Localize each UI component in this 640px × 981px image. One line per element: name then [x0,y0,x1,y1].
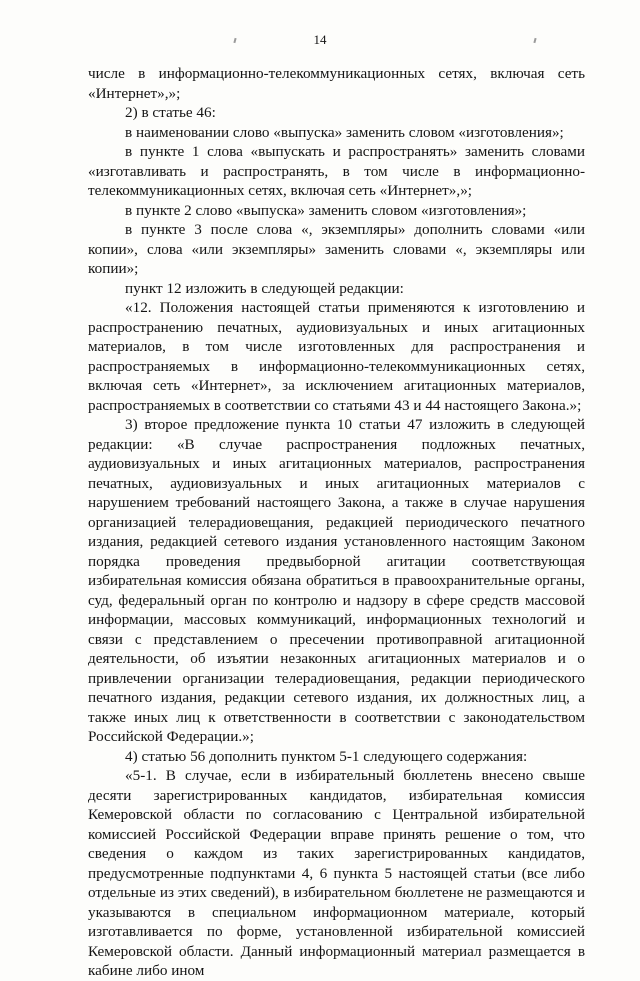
document-body [88,64,585,981]
paragraph: 4) статью 56 дополнить пунктом 5-1 следующего содержания: [125,747,528,765]
paragraph: 2) в статье 46: [125,104,216,121]
page-number: 14 [313,32,327,47]
paragraph: «5-1. В случае, если в избирательный бюллетень внесено свыше десяти зарегистрированных кандидатов, избирательная комиссия Кемеровской области по согласованию с Центральной избирательной комиссией Российской Федерации вправе принять решение о том, что сведения о каждом из таких зарегистрированных кандидатов, предусмотренные подпунктами 4, 6 пункта 5 настоящей статьи (все либо отдельные из этих сведений), в избирательном бюллетене не размещаются и указываются в специальном информационном материале, который изготавливается по форме, установленной избирательной комиссией Кемеровской области. Данный информационный материал размещается в кабине либо ином [88,767,585,979]
paragraph: «12. Положения настоящей статьи применяются к изготовлению и распространению печатных, аудиовизуальных и иных агитационных материалов, в том числе изготовленных для распространения и распространяемых в информационно-телекоммуникационных сетях, включая сеть «Интернет», за исключением агитационных материалов, распространяемых в соответствии со статьями 43 и 44 настоящего Закона.»; [88,299,585,414]
paragraph: числе в информационно-телекоммуникационных сетях, включая сеть «Интернет»,»; [88,65,585,102]
paragraph: 3) второе предложение пункта 10 статьи 47 изложить в следующей редакции: «В случае распространения подложных печатных, аудиовизуальных и иных агитационных материалов, распространения печатных, аудиовизуальных и иных агитационных материалов с нарушением требований настоящего Закона, а также в случае нарушения организацией телерадиовещания, редакцией периодического печатного издания, редакцией сетевого издания установленного настоящим Законом порядка проведения предвыборной агитации соответствующая избирательная комиссия обязана обратиться в правоохранительные органы, суд, федеральный орган по контролю и надзору в сфере средств массовой информации, массовых коммуникаций, информационных технологий и связи с представлением о пресечении противоправной агитационной деятельности, об изъятии незаконных агитационных материалов и о привлечении организации телерадиовещания, редакции периодического печатного издания, редакции сетевого издания, их должностных лиц, а также иных лиц к ответственности в соответствии с законодательством Российской Федерации.»; [88,416,585,745]
paragraph: пункт 12 изложить в следующей редакции: [125,279,404,297]
paragraph: в пункте 1 слова «выпускать и распространять» заменить словами «изготавливать и распространять, в том числе в информационно-телекоммуникационных сетях, включая сеть «Интернет»,»; [88,143,585,199]
paragraph: в наименовании слово «выпуска» заменить словом «изготовления»; [125,123,564,141]
paragraph: в пункте 3 после слова «, экземпляры» дополнить словами «или копии», слова «или экземпляры» заменить словами «, экземпляры или копии»; [88,221,585,277]
paragraph: в пункте 2 слово «выпуска» заменить словом «изготовления»; [125,201,527,219]
